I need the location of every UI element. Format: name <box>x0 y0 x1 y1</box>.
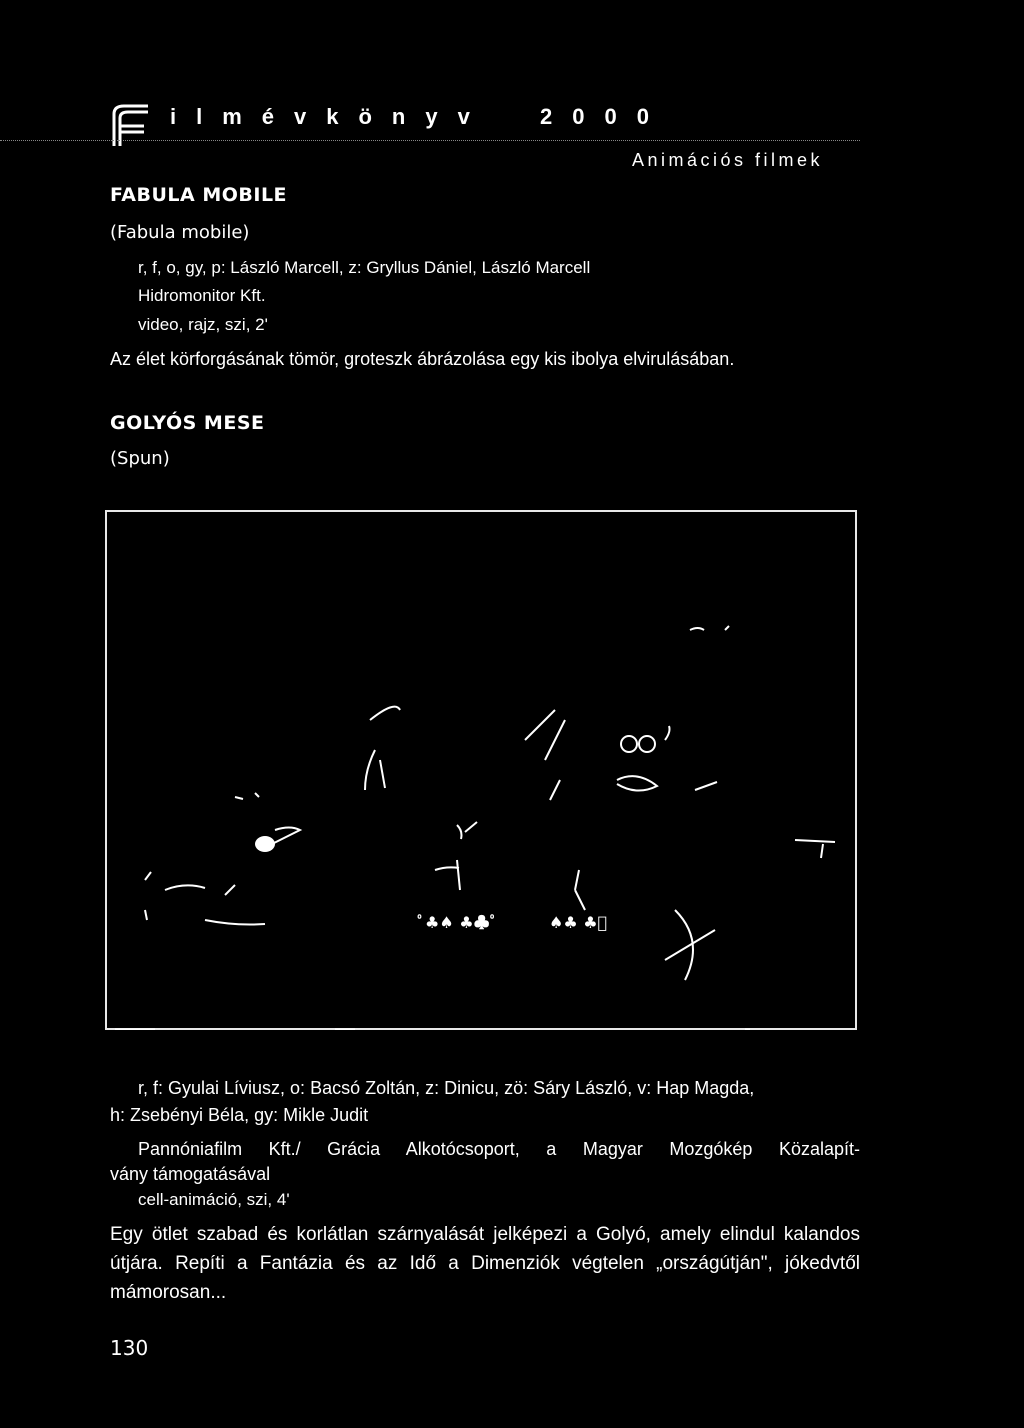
section-heading: Animációs filmek <box>632 150 824 170</box>
film-technique: video, rajz, szi, 2' <box>138 315 268 334</box>
page-number: 130 <box>110 1336 149 1360</box>
header-divider <box>0 140 860 141</box>
film-description: Az élet körforgásának tömör, groteszk ábrázolása egy kis ibolya elvirulásában. <box>110 349 735 369</box>
film-title: FABULA MOBILE <box>110 184 288 206</box>
film-still-image <box>105 510 857 1030</box>
film-description: Egy ötlet szabad és korlátlan szárnyalását jelképezi a Golyó, amely elindul kalandos útjára. Repíti a Fantázia és az Idő a Dimenziók végtelen „országútján", jókedvtől mámorosan... <box>110 1224 860 1303</box>
film-producer-continued: vány támogatásával <box>110 1164 271 1184</box>
film-title: GOLYÓS MESE <box>110 412 265 434</box>
film-original-title: (Spun) <box>110 448 170 469</box>
svg-text:♠♣ ♣ﾟ: ♠♣ ♣ﾟ <box>549 913 608 932</box>
filmevkonyv-logo-icon <box>110 104 150 148</box>
film-credits-continued: h: Zsebényi Béla, gy: Mikle Judit <box>110 1105 369 1125</box>
svg-text:ﾟ♣♠ ♣♣ﾟ: ﾟ♣♠ ♣♣ﾟ <box>417 913 498 932</box>
film-original-title: (Fabula mobile) <box>110 222 250 243</box>
film-producer: Hidromonitor Kft. <box>138 286 266 305</box>
brand-year: 2000 <box>540 104 669 129</box>
film-credits: r, f, o, gy, p: László Marcell, z: Gryllus Dániel, László Marcell <box>138 258 591 277</box>
film-credits: r, f: Gyulai Líviusz, o: Bacsó Zoltán, z: Dinicu, zö: Sáry László, v: Hap Magda, <box>138 1078 755 1098</box>
film-producer: Pannóniafilm Kft./ Grácia Alkotócsoport, a Magyar Mozgókép Közalapít- <box>138 1139 860 1159</box>
film-technique: cell-animáció, szi, 4' <box>138 1190 290 1209</box>
brand-name: ilmévkönyv <box>170 104 490 129</box>
